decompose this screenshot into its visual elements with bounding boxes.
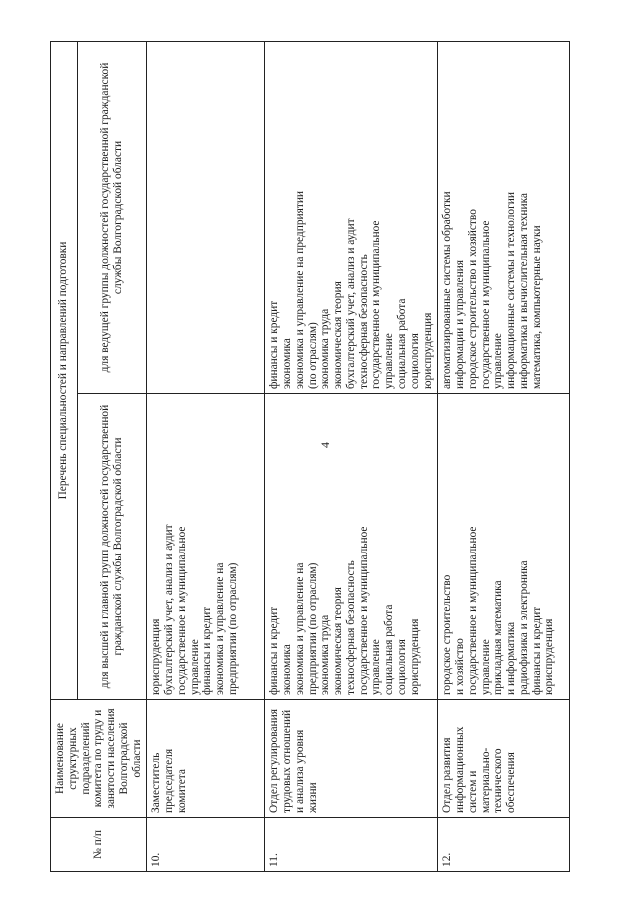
header-lead-group: для ведущей группы должностей государственной гражданской службы Волгоградской области [77, 42, 147, 394]
row-top-specialties [438, 394, 570, 700]
specialty-item: техносферная безопасность [357, 254, 370, 389]
specialty-item: экономическая теория [332, 281, 345, 389]
row-unit-name: Отдел развития информационных систем и материально-технического обеспечения [438, 700, 570, 818]
table-row [438, 42, 570, 872]
specialty-item: математика, компьютерные науки [530, 225, 543, 389]
specialty-item: финансы и кредит [530, 606, 543, 695]
specialty-item: радиофизика и электроника [517, 560, 530, 695]
specialty-item: и хозяйство [454, 638, 467, 695]
specialty-item: информатика и вычислительная техника [517, 193, 530, 389]
header-num: № п/п [51, 818, 147, 872]
specialty-item: экономика [281, 338, 294, 389]
specialty-item: социальная работа [383, 604, 396, 695]
specialty-item: городское строительство [441, 574, 454, 695]
row-lead-specialties [147, 42, 265, 394]
specialty-item: информационные системы и технологии [505, 192, 518, 389]
specialty-item: экономика труда [319, 614, 332, 695]
specialty-item: финансы и кредит [201, 606, 214, 695]
table-row [147, 42, 265, 872]
specialty-item: управление [479, 639, 492, 695]
specialty-item: финансы и кредит [268, 300, 281, 389]
specialty-item: информации и управления [454, 260, 467, 389]
specialty-item: предприятии (по отраслям) [226, 562, 239, 695]
specialty-item: экономика труда [319, 308, 332, 389]
table-row [265, 42, 438, 872]
specialty-item: техносферная безопасность [344, 560, 357, 695]
specialties-table [50, 41, 570, 872]
specialty-item: юриспруденция [543, 618, 556, 695]
specialty-item: финансы и кредит [268, 606, 281, 695]
specialty-item: государственное и муниципальное [175, 526, 188, 695]
specialty-item: городское строительство и хозяйство [466, 209, 479, 389]
row-unit-name: Заместитель председателя комитета [147, 700, 265, 818]
table-wrapper [50, 42, 554, 872]
row-number: 11. [265, 818, 438, 872]
specialty-item: экономика [281, 644, 294, 695]
specialty-item: экономика и управление на [293, 562, 306, 695]
specialty-item: экономическая теория [332, 587, 345, 695]
specialty-item: предприятии (по отраслям) [306, 562, 319, 695]
specialty-item: автоматизированные системы обработки [441, 191, 454, 389]
row-top-specialties [147, 394, 265, 700]
specialty-item: юриспруденция [150, 618, 163, 695]
specialty-item: управление [370, 639, 383, 695]
specialty-item: управление [492, 333, 505, 389]
specialty-item: управление [188, 639, 201, 695]
specialty-item: социология [396, 639, 409, 695]
specialty-item: прикладная математика [492, 580, 505, 695]
specialty-item: социология [408, 333, 421, 389]
header-specialties: Перечень специальностей и направлений подготовки [51, 42, 78, 700]
specialty-item: юриспруденция [421, 312, 434, 389]
specialty-item: государственное и муниципальное [357, 526, 370, 695]
specialty-item: государственное и муниципальное [370, 220, 383, 389]
specialty-item: и информатика [505, 621, 518, 695]
header-top-group: для высшей и главной групп должностей государственной гражданской службы Волгоградской области [77, 394, 147, 700]
specialty-item: управление [383, 333, 396, 389]
page-number: 4 [318, 442, 332, 448]
specialty-item: бухгалтерский учет, анализ и аудит [163, 524, 176, 695]
row-lead-specialties [438, 42, 570, 394]
specialty-item: бухгалтерский учет, анализ и аудит [344, 218, 357, 389]
header-name: Наименование структурных подразделений комитета по труду и занятости населения Волгоградской области [51, 700, 147, 818]
specialty-item: экономика и управление на [214, 562, 227, 695]
specialty-item: экономика и управление на предприятии [293, 190, 306, 389]
specialty-item: государственное и муниципальное [466, 526, 479, 695]
row-number: 12. [438, 818, 570, 872]
row-lead-specialties [265, 42, 438, 394]
specialty-item: (по отраслям) [306, 322, 319, 389]
row-unit-name: Отдел регулирования трудовых отношений и анализа уровня жизни [265, 700, 438, 818]
row-top-specialties [265, 394, 438, 700]
row-number: 10. [147, 818, 265, 872]
specialty-item: государственное и муниципальное [479, 220, 492, 389]
specialty-item: юриспруденция [408, 618, 421, 695]
specialty-item: социальная работа [396, 298, 409, 389]
